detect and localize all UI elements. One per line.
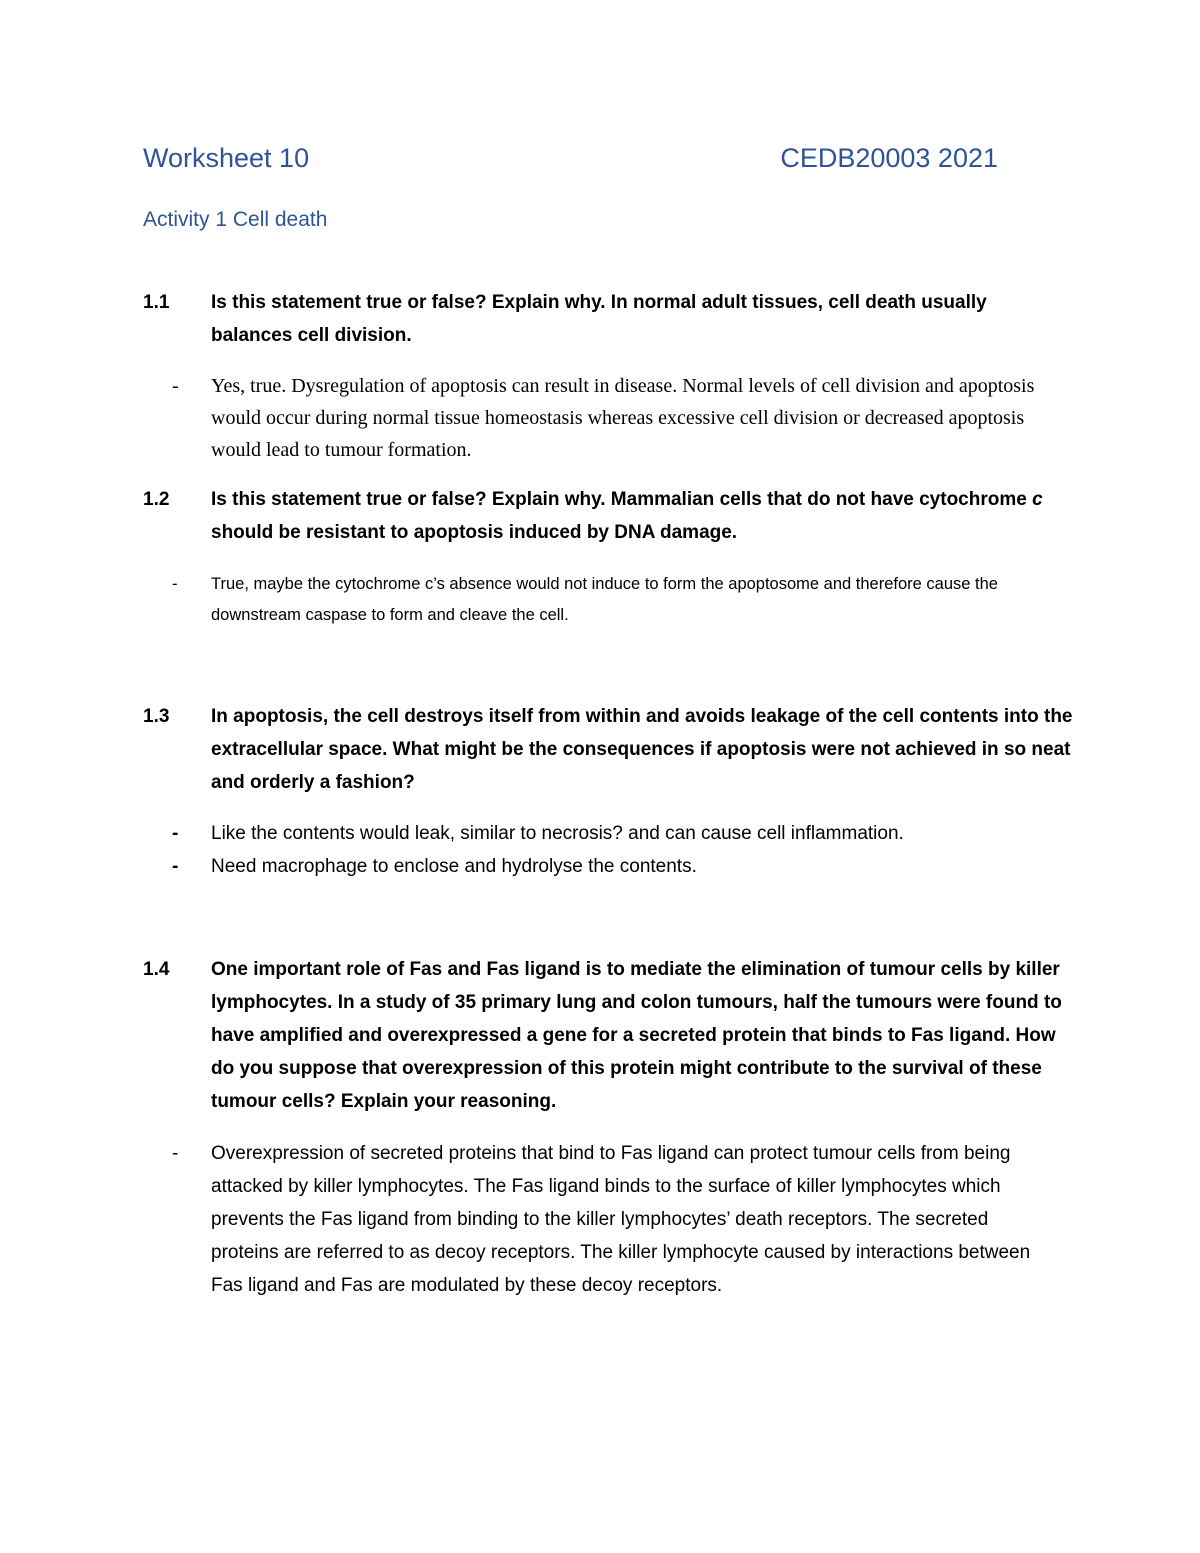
- question-number: 1.2: [143, 489, 170, 510]
- question-text-italic: c: [1032, 489, 1043, 510]
- question-1-1: [143, 286, 1063, 352]
- question-text-part: Is this statement true or false? Explain why. Mammalian cells that do not have cytochrome: [211, 489, 1033, 510]
- bullet-dash: -: [172, 375, 179, 397]
- question-1-3: [143, 700, 1073, 799]
- question-text: [211, 483, 1043, 549]
- worksheet-title: Worksheet 10: [143, 143, 310, 173]
- answer-text: Like the contents would leak, similar to necrosis? and can cause cell inflammation.: [211, 823, 904, 844]
- answer-1-1: [172, 370, 1052, 466]
- bullet-dash: -: [172, 823, 179, 844]
- question-text: Is this statement true or false? Explain why. In normal adult tissues, cell death usually balances cell division.: [211, 292, 987, 346]
- question-number: 1.3: [143, 706, 170, 727]
- answer-text: Yes, true. Dysregulation of apoptosis can result in disease. Normal levels of cell division and apoptosis would occur during normal tissue homeostasis whereas excessive cell division or decreased apoptosis would lead to tumour formation.: [211, 375, 1035, 461]
- bullet-dash: -: [172, 856, 179, 877]
- question-1-4: [143, 953, 1063, 1118]
- answer-1-3b: [172, 850, 1062, 883]
- answer-1-2: [172, 569, 1052, 631]
- question-1-2: [143, 483, 1043, 549]
- answer-1-3a: [172, 817, 1062, 850]
- answer-text: Overexpression of secreted proteins that bind to Fas ligand can protect tumour cells from being attacked by killer lymphocytes. The Fas ligand binds to the surface of killer lymphocytes which prevents the Fas ligand from binding to the killer lymphocytes’ death receptors. The secreted proteins are referred to as decoy receptors. The killer lymphocyte caused by interactions between Fas ligand and Fas are modulated by these decoy receptors.: [211, 1143, 1031, 1296]
- title-row: [143, 143, 998, 174]
- question-text: One important role of Fas and Fas ligand is to mediate the elimination of tumour cells by killer lymphocytes. In a study of 35 primary lung and colon tumours, half the tumours were found to have amplified and overexpressed a gene for a secreted protein that binds to Fas ligand. How do you suppose that overexpression of this protein might contribute to the survival of these tumour cells? Explain your reasoning.: [211, 959, 1062, 1112]
- question-number: 1.1: [143, 292, 170, 313]
- answer-text: Need macrophage to enclose and hydrolyse the contents.: [211, 856, 697, 877]
- course-code: CEDB20003 2021: [780, 143, 998, 173]
- answer-1-4: [172, 1137, 1052, 1302]
- question-number: 1.4: [143, 959, 170, 980]
- question-text: In apoptosis, the cell destroys itself from within and avoids leakage of the cell contents into the extracellular space. What might be the consequences if apoptosis were not achieved in so neat and orderly a fashion?: [211, 706, 1073, 793]
- activity-heading: Activity 1 Cell death: [143, 208, 328, 231]
- bullet-dash: -: [172, 575, 178, 593]
- question-text-part: should be resistant to apoptosis induced by DNA damage.: [211, 522, 738, 543]
- answer-text: True, maybe the cytochrome c’s absence would not induce to form the apoptosome and therefore cause the downstream caspase to form and cleave the cell.: [211, 575, 998, 624]
- bullet-dash: -: [172, 1143, 179, 1164]
